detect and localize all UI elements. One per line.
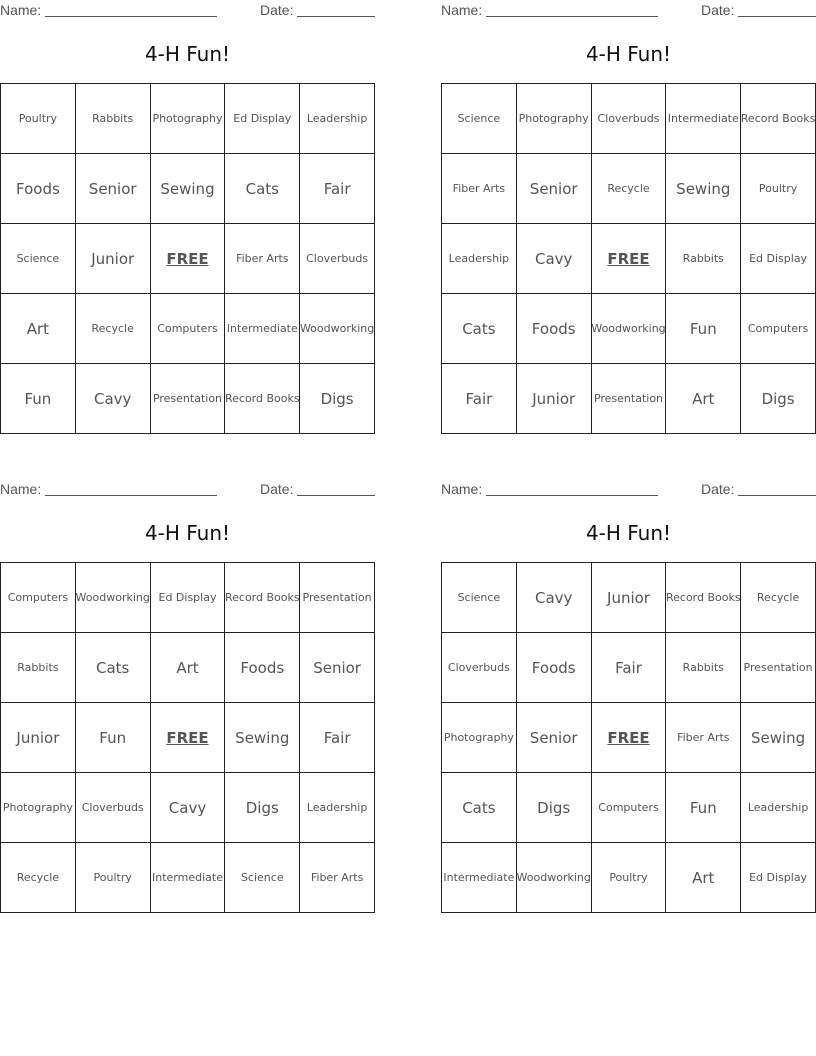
name-blank-line — [486, 495, 658, 496]
bingo-cell: Ed Display — [741, 843, 816, 913]
name-label: Name: — [0, 481, 42, 497]
bingo-cell: Foods — [517, 294, 592, 364]
bingo-cell: Leadership — [300, 84, 375, 154]
bingo-cell: Junior — [592, 563, 667, 633]
bingo-cell: Digs — [517, 773, 592, 843]
bingo-cell: Junior — [1, 703, 76, 773]
bingo-cell: Ed Display — [151, 563, 226, 633]
bingo-cell: Intermediate — [225, 294, 300, 364]
card-title: 4-H Fun! — [585, 521, 672, 545]
bingo-grid — [441, 562, 816, 913]
bingo-card — [0, 0, 376, 408]
date-label: Date: — [701, 481, 735, 497]
bingo-cell: Intermediate — [666, 84, 741, 154]
date-blank-line — [738, 16, 816, 17]
card-title: 4-H Fun! — [144, 42, 231, 66]
bingo-cell: Woodworking — [517, 843, 592, 913]
bingo-cell: Fun — [666, 773, 741, 843]
bingo-cell: Fiber Arts — [666, 703, 741, 773]
bingo-cell: Art — [151, 633, 226, 703]
bingo-cell: Foods — [1, 154, 76, 224]
bingo-cell: Intermediate — [442, 843, 517, 913]
bingo-cell: Cats — [442, 773, 517, 843]
bingo-cell: Record Books — [741, 84, 816, 154]
bingo-cell: Presentation — [300, 563, 375, 633]
bingo-cell: Senior — [517, 703, 592, 773]
date-blank-line — [297, 16, 375, 17]
bingo-cell: Record Books — [666, 563, 741, 633]
bingo-cell: Record Books — [225, 364, 300, 434]
bingo-cell: Senior — [76, 154, 151, 224]
bingo-card — [441, 0, 816, 408]
bingo-cell: Leadership — [300, 773, 375, 843]
bingo-cell: Photography — [442, 703, 517, 773]
card-header — [441, 0, 816, 22]
bingo-cell: Computers — [151, 294, 226, 364]
name-label: Name: — [0, 2, 42, 18]
bingo-cell: Science — [442, 563, 517, 633]
bingo-card — [441, 479, 816, 887]
bingo-cell: Fair — [442, 364, 517, 434]
bingo-cell: Art — [666, 843, 741, 913]
bingo-grid — [0, 83, 375, 434]
bingo-cell: Cloverbuds — [76, 773, 151, 843]
bingo-cell: Cavy — [517, 224, 592, 294]
bingo-cell: Digs — [741, 364, 816, 434]
bingo-cell: Science — [1, 224, 76, 294]
bingo-cell: Recycle — [76, 294, 151, 364]
bingo-cell: Cats — [76, 633, 151, 703]
card-title: 4-H Fun! — [585, 42, 672, 66]
bingo-cell: Sewing — [666, 154, 741, 224]
bingo-cell: Cloverbuds — [592, 84, 667, 154]
bingo-cell: Junior — [76, 224, 151, 294]
bingo-cell: Leadership — [741, 773, 816, 843]
bingo-cell: Presentation — [151, 364, 226, 434]
bingo-cell: Cats — [225, 154, 300, 224]
bingo-cell: Rabbits — [1, 633, 76, 703]
bingo-cell: Poultry — [592, 843, 667, 913]
bingo-cell: Digs — [300, 364, 375, 434]
bingo-cell: Cats — [442, 294, 517, 364]
bingo-cell: Cavy — [517, 563, 592, 633]
bingo-grid — [441, 83, 816, 434]
bingo-cell: Cavy — [151, 773, 226, 843]
card-header — [441, 479, 816, 501]
bingo-cell: Cloverbuds — [300, 224, 375, 294]
bingo-cell: Sewing — [741, 703, 816, 773]
bingo-cell: Recycle — [741, 563, 816, 633]
bingo-cell: Recycle — [1, 843, 76, 913]
bingo-cell: Fun — [76, 703, 151, 773]
bingo-cell: Foods — [225, 633, 300, 703]
bingo-cell: Poultry — [741, 154, 816, 224]
bingo-cell: Woodworking — [300, 294, 375, 364]
bingo-cell: Digs — [225, 773, 300, 843]
bingo-cell: Rabbits — [666, 224, 741, 294]
date-label: Date: — [260, 2, 294, 18]
bingo-cell: Fun — [1, 364, 76, 434]
bingo-cell: Fiber Arts — [300, 843, 375, 913]
bingo-cell: Ed Display — [741, 224, 816, 294]
free-space-cell: FREE — [151, 703, 226, 773]
bingo-cell: Fair — [592, 633, 667, 703]
bingo-cell: Art — [666, 364, 741, 434]
bingo-cell: Fair — [300, 703, 375, 773]
bingo-cell: Rabbits — [666, 633, 741, 703]
bingo-cell: Art — [1, 294, 76, 364]
bingo-cell: Woodworking — [592, 294, 667, 364]
bingo-cell: Ed Display — [225, 84, 300, 154]
bingo-card — [0, 479, 376, 884]
bingo-cell: Fair — [300, 154, 375, 224]
bingo-cell: Senior — [300, 633, 375, 703]
bingo-cell: Record Books — [225, 563, 300, 633]
bingo-cell: Photography — [151, 84, 226, 154]
bingo-cell: Fiber Arts — [225, 224, 300, 294]
bingo-cell: Science — [225, 843, 300, 913]
free-space-cell: FREE — [151, 224, 226, 294]
bingo-cell: Recycle — [592, 154, 667, 224]
bingo-cell: Computers — [592, 773, 667, 843]
date-label: Date: — [701, 2, 735, 18]
bingo-cell: Cavy — [76, 364, 151, 434]
bingo-grid — [0, 562, 375, 913]
bingo-cell: Photography — [1, 773, 76, 843]
bingo-cell: Rabbits — [76, 84, 151, 154]
bingo-cell: Intermediate — [151, 843, 226, 913]
bingo-cell: Foods — [517, 633, 592, 703]
card-title: 4-H Fun! — [144, 521, 231, 545]
card-header — [0, 0, 376, 22]
name-blank-line — [45, 16, 217, 17]
date-label: Date: — [260, 481, 294, 497]
name-label: Name: — [441, 2, 483, 18]
bingo-cell: Senior — [517, 154, 592, 224]
bingo-cell: Fun — [666, 294, 741, 364]
bingo-cell: Sewing — [225, 703, 300, 773]
name-blank-line — [486, 16, 658, 17]
bingo-cell: Science — [442, 84, 517, 154]
bingo-cell: Poultry — [76, 843, 151, 913]
card-header — [0, 479, 376, 501]
bingo-cell: Presentation — [592, 364, 667, 434]
free-space-cell: FREE — [592, 703, 667, 773]
bingo-cell: Sewing — [151, 154, 226, 224]
bingo-cell: Junior — [517, 364, 592, 434]
bingo-cell: Cloverbuds — [442, 633, 517, 703]
bingo-cell: Computers — [1, 563, 76, 633]
bingo-cell: Woodworking — [76, 563, 151, 633]
bingo-cell: Poultry — [1, 84, 76, 154]
bingo-cell: Fiber Arts — [442, 154, 517, 224]
bingo-cell: Computers — [741, 294, 816, 364]
bingo-cell: Leadership — [442, 224, 517, 294]
name-blank-line — [45, 495, 217, 496]
date-blank-line — [738, 495, 816, 496]
date-blank-line — [297, 495, 375, 496]
name-label: Name: — [441, 481, 483, 497]
bingo-cell: Photography — [517, 84, 592, 154]
free-space-cell: FREE — [592, 224, 667, 294]
bingo-cell: Presentation — [741, 633, 816, 703]
